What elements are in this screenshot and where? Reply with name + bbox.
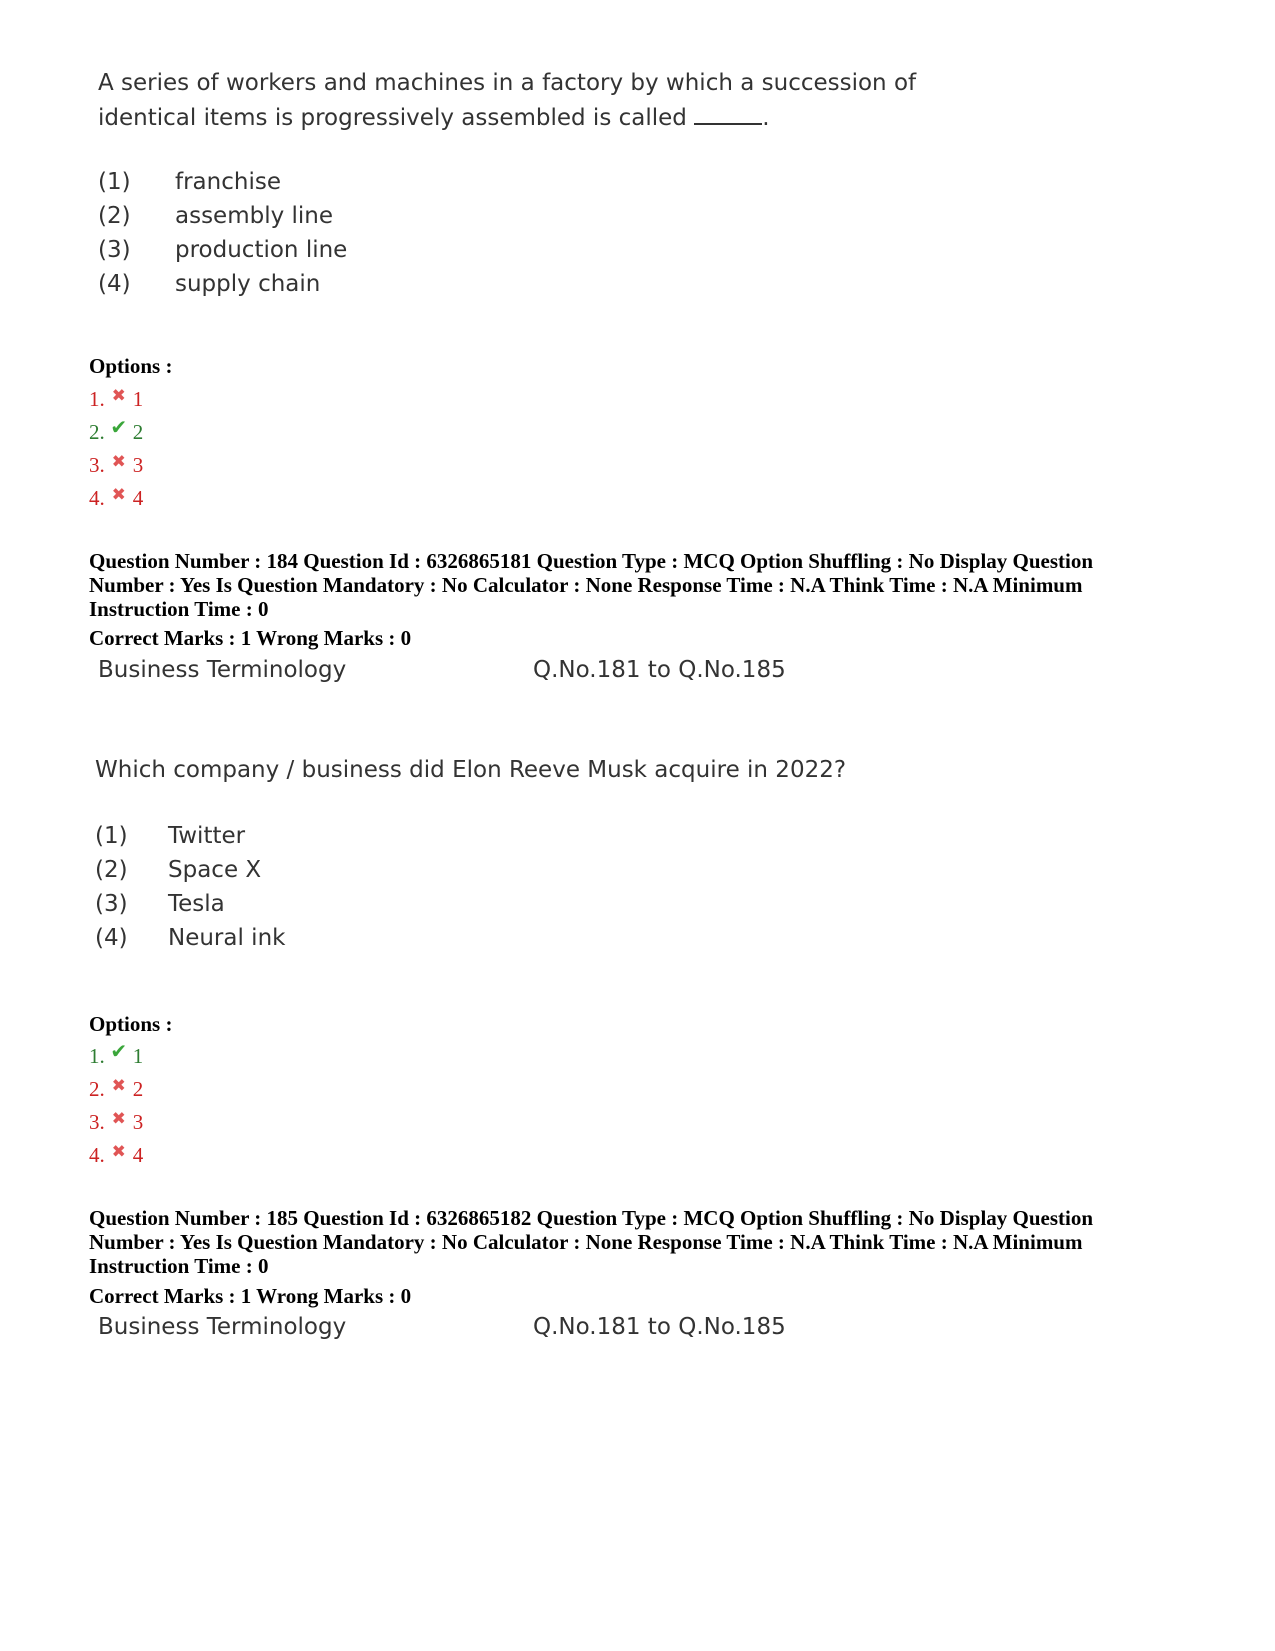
question-1-line-2 xyxy=(98,101,916,136)
option-value: 4 xyxy=(132,486,144,510)
choice-number: (1) xyxy=(98,169,131,195)
meta-line-1: Question Number : 185 Question Id : 6326865182 Question Type : MCQ Option Shuffling : No Display Question xyxy=(89,1206,1094,1230)
option-index: 2. xyxy=(89,420,105,444)
option-row xyxy=(89,482,172,515)
choice-number: (4) xyxy=(95,925,128,951)
options-heading: Options : xyxy=(89,1012,173,1036)
choice-row xyxy=(95,887,285,921)
cross-icon: ✖ xyxy=(111,452,126,471)
choice-row xyxy=(98,233,347,267)
question-185-marks: Correct Marks : 1 Wrong Marks : 0 xyxy=(89,1284,412,1308)
choice-label: franchise xyxy=(175,169,281,195)
meta-line-2: Number : Yes Is Question Mandatory : No Calculator : None Response Time : N.A Think Time : N.A Minimum xyxy=(89,1230,1083,1254)
question-text-2: Which company / business did Elon Reeve Musk acquire in 2022? xyxy=(95,757,847,783)
option-value: 3 xyxy=(132,453,144,477)
option-index: 3. xyxy=(89,453,105,477)
choice-row xyxy=(95,819,285,853)
meta-line-1: Question Number : 184 Question Id : 6326865181 Question Type : MCQ Option Shuffling : No Display Question xyxy=(89,549,1094,573)
option-index: 2. xyxy=(89,1077,105,1101)
meta-line-3: Instruction Time : 0 xyxy=(89,1254,269,1278)
option-value: 1 xyxy=(132,387,144,411)
option-row xyxy=(89,1139,172,1172)
choice-number: (3) xyxy=(98,237,131,263)
section-name: Business Terminology xyxy=(98,657,347,683)
option-index: 4. xyxy=(89,486,105,510)
question-184-meta xyxy=(89,549,1199,621)
question-184-section xyxy=(98,657,786,683)
question-1-options xyxy=(89,354,172,515)
option-index: 3. xyxy=(89,1110,105,1134)
choice-row xyxy=(98,267,347,301)
choice-label: Twitter xyxy=(168,823,246,849)
option-index: 1. xyxy=(89,1044,105,1068)
section-range: Q.No.181 to Q.No.185 xyxy=(533,657,786,683)
choice-row xyxy=(98,165,347,199)
choice-row xyxy=(95,853,285,887)
choice-number: (4) xyxy=(98,271,131,297)
question-text-1 xyxy=(98,66,916,136)
choice-label: Space X xyxy=(168,857,262,883)
option-value: 1 xyxy=(132,1044,144,1068)
choice-number: (2) xyxy=(95,857,128,883)
choice-row xyxy=(98,199,347,233)
choice-number: (2) xyxy=(98,203,131,229)
option-value: 4 xyxy=(132,1143,144,1167)
question-2-choices xyxy=(95,819,285,955)
meta-line-3: Instruction Time : 0 xyxy=(89,597,269,621)
choice-row xyxy=(95,921,285,955)
option-value: 2 xyxy=(132,420,144,444)
option-index: 1. xyxy=(89,387,105,411)
choice-label: Tesla xyxy=(168,891,225,917)
choice-number: (1) xyxy=(95,823,128,849)
question-185-meta xyxy=(89,1206,1199,1278)
answer-blank xyxy=(694,101,762,125)
cross-icon: ✖ xyxy=(111,386,126,405)
question-2-options xyxy=(89,1012,172,1172)
question-1-line-2-text: identical items is progressively assembled is called xyxy=(98,105,687,131)
question-185-section xyxy=(98,1314,786,1340)
option-index: 4. xyxy=(89,1143,105,1167)
section-name: Business Terminology xyxy=(98,1314,347,1340)
question-184-marks: Correct Marks : 1 Wrong Marks : 0 xyxy=(89,626,412,650)
options-heading: Options : xyxy=(89,354,173,378)
question-1-line-2-end: . xyxy=(762,105,770,131)
cross-icon: ✖ xyxy=(111,1076,126,1095)
option-value: 2 xyxy=(132,1077,144,1101)
choice-label: supply chain xyxy=(175,271,321,297)
choice-label: Neural ink xyxy=(168,925,286,951)
choice-number: (3) xyxy=(95,891,128,917)
question-1-line-1: A series of workers and machines in a factory by which a succession of xyxy=(98,70,917,96)
meta-line-2: Number : Yes Is Question Mandatory : No Calculator : None Response Time : N.A Think Time : N.A Minimum xyxy=(89,573,1083,597)
choice-label: production line xyxy=(175,237,348,263)
question-1-choices xyxy=(98,165,347,301)
cross-icon: ✖ xyxy=(111,1142,126,1161)
section-range: Q.No.181 to Q.No.185 xyxy=(533,1314,786,1340)
option-value: 3 xyxy=(132,1110,144,1134)
check-icon: ✔ xyxy=(110,1041,128,1063)
cross-icon: ✖ xyxy=(111,1109,126,1128)
choice-label: assembly line xyxy=(175,203,334,229)
cross-icon: ✖ xyxy=(111,485,126,504)
check-icon: ✔ xyxy=(110,417,128,439)
